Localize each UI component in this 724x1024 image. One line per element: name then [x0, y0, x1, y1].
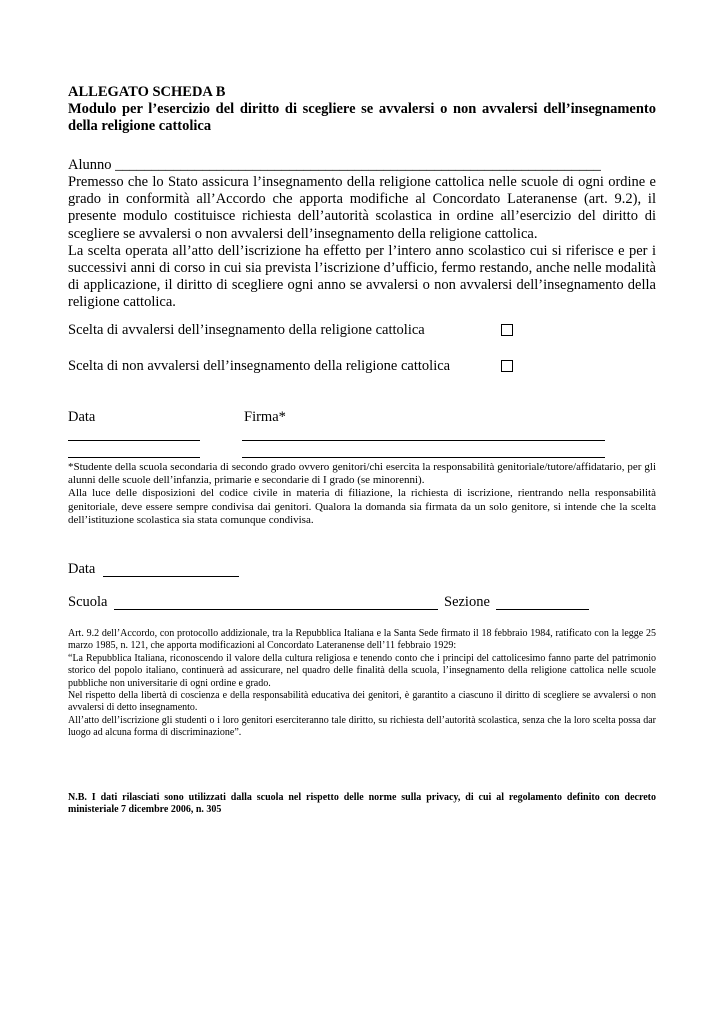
footnote-block — [68, 461, 656, 527]
document-title: ALLEGATO SCHEDA B — [68, 84, 226, 100]
legal-reference-block — [68, 628, 656, 740]
footnote-paragraph-2: Alla luce delle disposizioni del codice civile in materia di filiazione, la richiesta di iscrizione, rientrando nella responsabilità genitoriale, deve essere sempre condivisa dai genitori. Qualora la domanda sia firmata da un solo genitore, si intende che la scelta dell’istituzione scolastica sia stata comunque condivisa. — [68, 487, 656, 526]
legal-paragraph-4: All’atto dell’iscrizione gli studenti o i loro genitori eserciteranno tale diritto, su richiesta dell’autorità scolastica, senza che la loro scelta possa dar luogo ad alcuna forma di discriminazione”. — [68, 714, 656, 739]
signature-line-2[interactable] — [242, 457, 605, 458]
legal-paragraph-2: “La Repubblica Italiana, riconoscendo il valore della cultura religiosa e tenendo conto che i principi del cattolicesimo fanno parte del patrimonio storico del popolo italiano, continuerà ad assicurare, nel quadro delle finalità della scuola, l’insegnamento della religione cattolica nelle scuole pubbliche non universitarie di ogni ordine e grado. — [68, 652, 656, 689]
section-line[interactable] — [496, 609, 589, 610]
school-name-line[interactable] — [114, 609, 438, 610]
school-label: Scuola — [68, 594, 108, 610]
signature-date-line-1[interactable] — [68, 440, 200, 441]
choice-non-avvalersi-label: Scelta di non avvalersi dell’insegnamento della religione cattolica — [68, 358, 451, 374]
student-blank[interactable]: ___________________________________________________________________ — [115, 157, 601, 173]
footnote-paragraph-1: *Studente della scuola secondaria di secondo grado ovvero genitori/chi esercita la responsabilità genitoriale/tutore/affidatario, per gli alunni delle scuole dell’infanzia, primarie e secondarie di I grado (se minorenni). — [68, 461, 656, 487]
document-subtitle: Modulo per l’esercizio del diritto di scegliere se avvalersi o non avvalersi dell’insegnamento della religione cattolica — [68, 101, 656, 134]
school-date-line[interactable] — [103, 576, 239, 577]
section-label: Sezione — [444, 594, 490, 610]
signature-date-line-2[interactable] — [68, 457, 200, 458]
legal-paragraph-1: Art. 9.2 dell’Accordo, con protocollo addizionale, tra la Repubblica Italiana e la Santa Sede firmato il 18 febbraio 1984, ratificato con la legge 25 marzo 1985, n. 121, che apporta modificazioni al Concordato Lateranense dell’11 febbraio 1929: — [68, 628, 656, 652]
premise-paragraph-1: Premesso che lo Stato assicura l’insegnamento della religione cattolica nelle scuole di ogni ordine e grado in conformità all’Accordo che apporta modifiche al Concordato Lateranense (art. 9.2), il presente modulo costituisce richiesta dell’autorità scolastica in ordine all’esercizio del diritto di scegliere se avvalersi o non avvalersi dell’insegnamento della religione cattolica. — [68, 174, 656, 242]
student-label: Alunno — [68, 157, 112, 173]
privacy-note: N.B. I dati rilasciati sono utilizzati dalla scuola nel rispetto delle norme sulla privacy, di cui al regolamento definito con decreto ministeriale 7 dicembre 2006, n. 305 — [68, 792, 656, 816]
form-header — [68, 84, 656, 312]
choice-non-avvalersi-checkbox[interactable] — [501, 360, 513, 372]
student-field[interactable] — [68, 157, 656, 174]
signature-label: Firma* — [244, 409, 286, 425]
premise-paragraph-2: La scelta operata all’atto dell’iscrizione ha effetto per l’intero anno scolastico cui si riferisce e per i successivi anni di corso in cui sia prevista l’iscrizione d’ufficio, fermo restando, anche nelle modalità di applicazione, il diritto di scegliere ogni anno se avvalersi o non avvalersi dell’insegnamento della religione cattolica. — [68, 242, 656, 311]
signature-line-1[interactable] — [242, 440, 605, 441]
signature-date-label: Data — [68, 409, 96, 425]
choice-avvalersi-label: Scelta di avvalersi dell’insegnamento della religione cattolica — [68, 322, 425, 338]
choice-avvalersi-checkbox[interactable] — [501, 324, 513, 336]
school-date-label: Data — [68, 561, 96, 577]
legal-paragraph-3: Nel rispetto della libertà di coscienza e della responsabilità educativa dei genitori, è garantito a ciascuno il diritto di scegliere se avvalersi o non avvalersi di detto insegnamento. — [68, 690, 656, 714]
